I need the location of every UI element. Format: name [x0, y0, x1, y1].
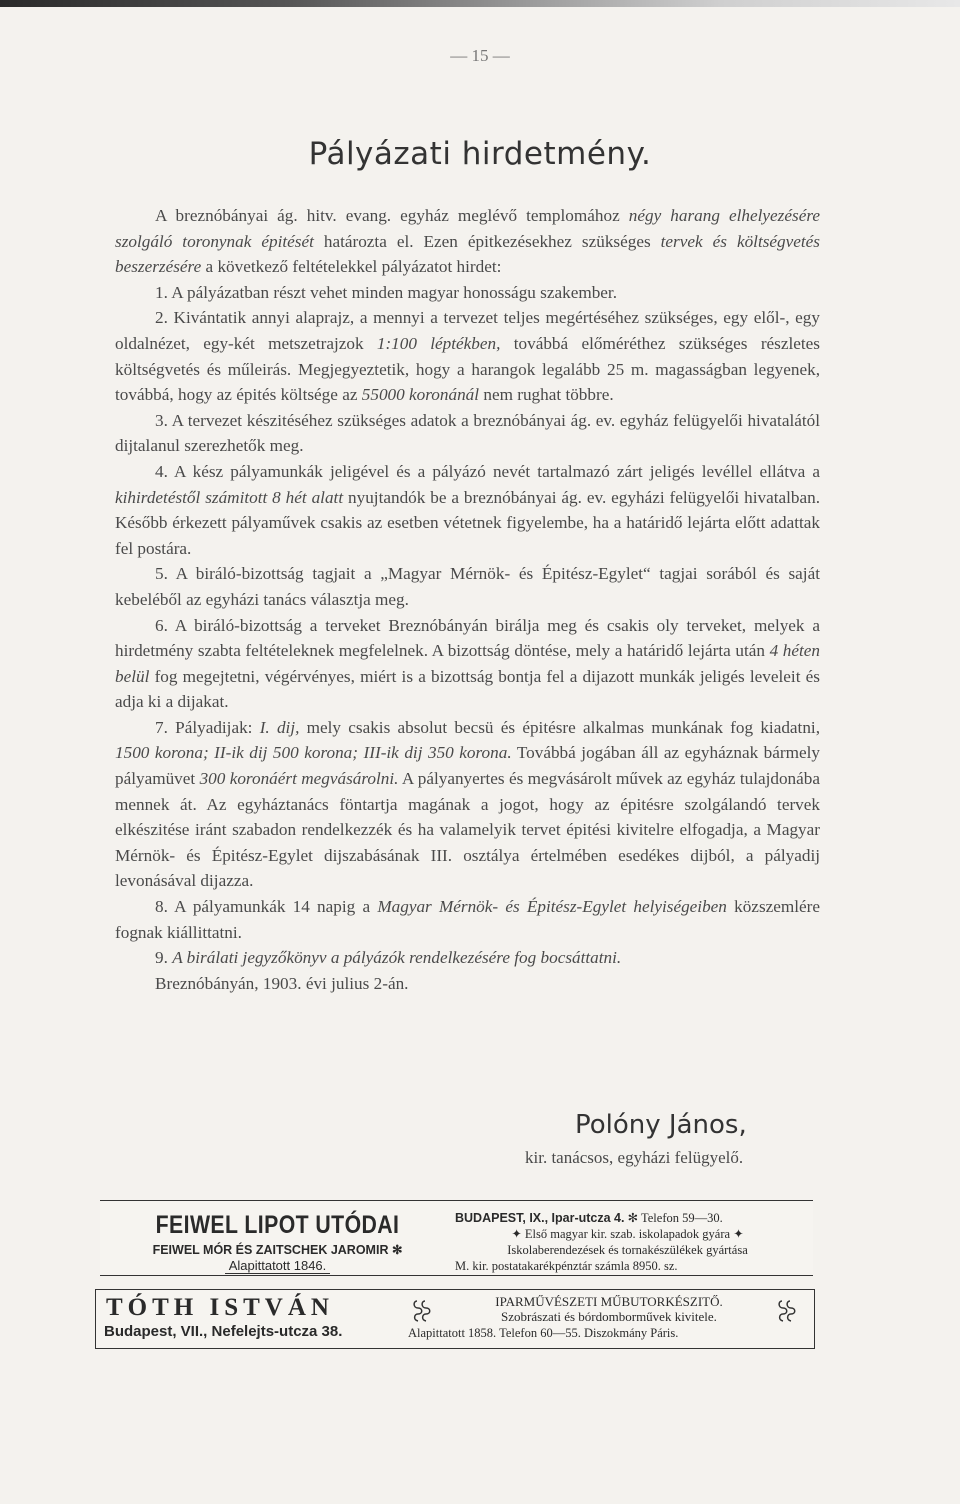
- toth-address: Budapest, VII., Nefelejts-utcza 38.: [104, 1323, 343, 1340]
- condition-6: 6. A biráló-bizottság a terveket Breznóbányán birálja meg és csakis oly terveket, melyek a hirdetmény szabta feltételeknek megfelelnek. A bizottság döntése, mely a határidő lejárta után 4 héten belül fog megejtetni, végérvényes, miért is a bizottság bontja fel a dijazott munkák jeligés leveleit és adja ki a dijakat.: [115, 615, 820, 712]
- ornament-icon: [411, 1298, 433, 1324]
- ornament-icon: [776, 1298, 798, 1324]
- feiwel-brand: [115, 1211, 440, 1275]
- condition-9: 9. A birálati jegyzőkönyv a pályázók rendelkezésére fog bocsáttatni.: [155, 948, 622, 968]
- feiwel-details: [455, 1210, 800, 1274]
- page-number: — 15 —: [450, 46, 510, 65]
- advertisement-feiwel: [100, 1200, 813, 1276]
- feiwel-line-3: Iskolaberendezések és tornakészülékek gyártása: [507, 1243, 748, 1257]
- page-title: Pályázati hirdetmény.: [308, 136, 652, 172]
- feiwel-line-4: M. kir. postatakarékpénztár számla 8950. sz.: [455, 1259, 678, 1273]
- toth-line-3: Alapittatott 1858. Telefon 60—55. Diszokmány Páris.: [408, 1326, 679, 1340]
- condition-5: 5. A biráló-bizottság tagjait a „Magyar Mérnök- és Épitész-Egylet“ tagjai sorából és saját kebeléből az egyházi tanács választja meg.: [115, 564, 820, 609]
- top-scan-edge: [0, 0, 960, 7]
- intro-paragraph: A breznóbányai ág. hitv. evang. egyház meglévő templomához négy harang elhelyezésére szolgáló toronynak épitését határozta el. Ezen épitkezésekhez szükséges tervek és költségvetés beszerzésére a következő feltételekkel pályázatot hirdet:: [115, 206, 820, 277]
- toth-name: TÓTH ISTVÁN: [106, 1294, 334, 1321]
- condition-2: 2. Kivántatik annyi alaprajz, a mennyi a tervezet teljes megértéséhez szükséges, egy elől-, egy oldalnézet, egy-két metszetrajzok 1:100 léptékben, továbbá előméréthez szükséges részletes költségvetés és műleirás. Megjegyeztetik, hogy a harangok legalább 25 m. magasságban legyenek, továbbá, hogy az épités költsége az 55000 koronánál nem rughat többre.: [115, 308, 820, 405]
- feiwel-address: BUDAPEST, IX., Ipar-utcza 4. ✻ Telefon 59—30.: [455, 1211, 723, 1225]
- announcement-body: [115, 203, 820, 996]
- condition-1: 1. A pályázatban részt vehet minden magyar honosságu szakember.: [155, 282, 618, 302]
- toth-description: [439, 1294, 779, 1324]
- feiwel-line-2: ✦ Első magyar kir. szab. iskolapadok gyára ✦: [511, 1227, 744, 1241]
- condition-8: 8. A pályamunkák 14 napig a Magyar Mérnök- és Épitész-Egylet helyiségeiben közszemlére fognak kiállittatni.: [115, 897, 821, 942]
- signature-role: kir. tanácsos, egyházi felügyelő.: [525, 1148, 744, 1167]
- toth-line-2: Szobrászati és bórdomborművek kivitele.: [501, 1309, 717, 1324]
- signature-date: Breznóbányán, 1903. évi julius 2-án.: [155, 973, 409, 993]
- feiwel-name: FEIWEL LIPOT UTÓDAI: [155, 1211, 400, 1239]
- condition-4: 4. A kész pályamunkák jeligével és a pályázó nevét tartalmazó zárt jeligés levéllel ellátva a kihirdetéstől számitott 8 hét alatt nyujtandók be a breznóbányai ág. ev. egyházi felügyelői hivatalban. Később érkezett pályaművek csakis az esetben vétetnek figyelembe, ha a határidő lejárta előtt adattak fel postára.: [115, 461, 820, 558]
- condition-7: 7. Pályadijak: I. dij, mely csakis absolut becsü és épitésre alkalmas munkának fog kiadatni, 1500 korona; II-ik dij 500 korona; III-ik dij 350 korona. Továbbá jogában áll az egyháznak bármely pályamüvet 300 koronáért megvásárolni. A pályanyertes és megvásárolt művek az egyház tulajdonába mennek át. Az egyháztanács föntartja magának a jogot, hogy az épitésre szolgálandó tervek elkészitése iránt szabadon rendelkezzék és ha valamelyik tervet épitési kivitelre elfogadja, a Magyar Mérnök- és Épitész-Egylet dijszabásának III. osztálya értelmében esedékes dijból, a pályadij levonásával dijazza.: [115, 717, 821, 891]
- feiwel-founded: Alapittatott 1846.: [225, 1258, 331, 1274]
- feiwel-owners: FEIWEL MÓR ÉS ZAITSCHEK JAROMIR ✻: [152, 1243, 403, 1257]
- signature-name: Polóny János,: [575, 1110, 747, 1140]
- advertisement-toth: [95, 1289, 815, 1349]
- toth-line-1: IPARMŰVÉSZETI MŰBUTORKÉSZITŐ.: [495, 1294, 723, 1309]
- condition-3: 3. A tervezet készitéséhez szükséges adatok a breznóbányai ág. ev. egyház felügyelői hivatalától dijtalanul szerezhetők meg.: [115, 410, 820, 456]
